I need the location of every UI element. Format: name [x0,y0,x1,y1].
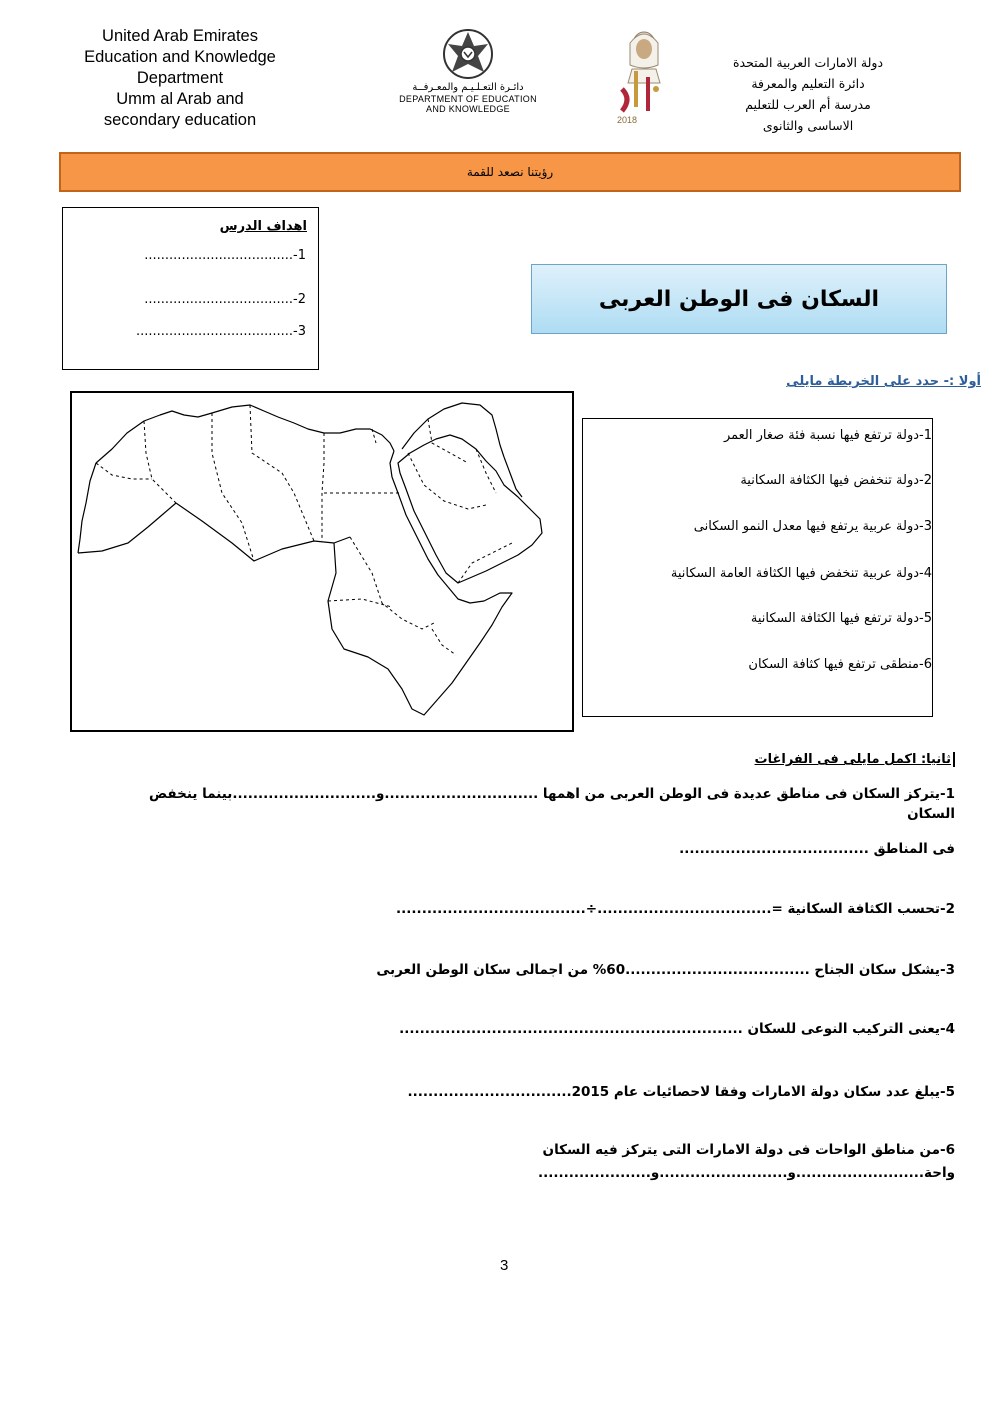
vision-text: رؤيتنا نصعد للقمة [466,165,554,179]
question-1-line-3: فى المناطق ..................................... [679,841,955,857]
lesson-objectives-box [62,207,319,370]
question-4: 4-يعنى التركيب النوعى للسكان ................................................................... [399,1021,955,1037]
objective-item: 2-.................................... [144,292,306,307]
header-ar-line: الاساسى والثانوى [762,118,854,133]
lesson-title-box [531,264,947,334]
section2-heading: ثانيا: اكمل مايلى فى الفراغات [755,752,955,767]
dept-logo-arabic: دائـرة التعـلـيـم والمعـرفــة [412,82,524,93]
header-en-line: Department [136,69,224,87]
objectives-title: اهداف الدرس [219,219,307,234]
zayed-portrait-icon [612,25,670,125]
map-tasks-box [582,418,933,717]
dept-logo-english-2: AND KNOWLEDGE [426,104,510,114]
map-task-item: 4-دولة عربية تنخفض فيها الكثافة العامة السكانية [670,566,932,581]
objective-item: 1-.................................... [144,248,306,263]
question-2: 2-تحسب الكثافة السكانية =..................................÷..................................... [396,901,955,917]
header-ar-line: مدرسة أم العرب للتعليم [745,97,871,112]
map-task-item: 5-دولة ترتفع فيها الكثافة السكانية [750,611,932,626]
vision-banner [59,152,961,192]
arab-world-outline-map [72,393,572,730]
lesson-title: السكان فى الوطن العربى [598,286,880,312]
question-6-line-2: واحة.........................و.........................و...................... [538,1165,955,1181]
header-arabic-block [678,52,938,136]
question-1-line-2: السكان [907,806,955,822]
section1-heading: أولا :- حدد على الخريطة مايلى [786,374,981,389]
objective-item: 3-...................................... [135,324,306,339]
header-en-line: secondary education [103,111,257,129]
header-ar-line: دائرة التعليم والمعرفة [751,76,865,91]
question-6-line-1: 6-من مناطق الواحات فى دولة الامارات التى يتركز فيه السكان [542,1142,955,1158]
question-5: 5-يبلغ عدد سكان دولة الامارات وفقا لاحصائيات عام 2015................................ [407,1084,955,1100]
header-en-line: Education and Knowledge [84,48,276,66]
page-number: 3 [500,1257,509,1274]
question-3: 3-يشكل سكان الجناح ....................................60% من اجمالى سكان الوطن العربى [376,962,955,978]
map-task-item: 2-دولة تنخفض فيها الكثافة السكانية [740,473,932,488]
question-1-line-1: 1-يتركز السكان فى مناطق عديدة فى الوطن العربى من اهمها ..............................و............................بينما ينخفض [149,786,955,802]
falcon-emblem-icon [438,24,498,82]
map-task-item: 1-دولة ترتفع فيها نسبة فئة صغار العمر [723,428,932,443]
arab-world-map [70,391,574,732]
department-logo [393,24,543,130]
dept-logo-english-1: DEPARTMENT OF EDUCATION [399,94,537,104]
header-english-block [60,26,300,131]
header-ar-line: دولة الامارات العربية المتحدة [732,55,884,70]
map-task-item: 6-منطقى ترتفع فيها كثافة السكان [748,657,932,672]
header-en-line: United Arab Emirates [102,27,258,45]
zayed-year-label: 2018 [617,115,638,125]
map-task-item: 3-دولة عربية يرتفع فيها معدل النمو السكانى [693,519,932,534]
header-en-line: Umm al Arab and [116,90,244,108]
